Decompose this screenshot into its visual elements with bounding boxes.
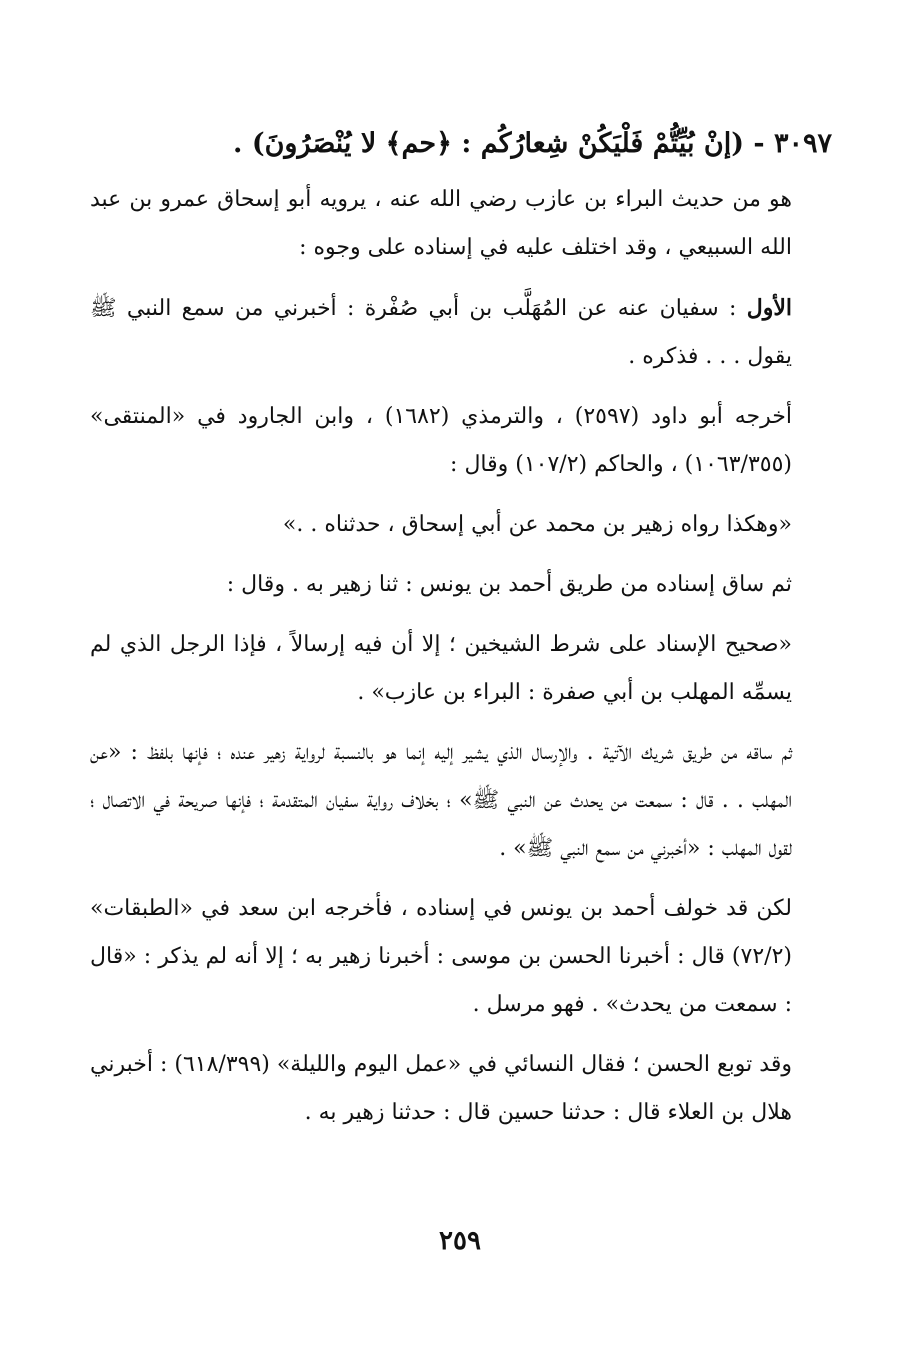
- nasai-paragraph: وقد توبع الحسن ؛ فقال النسائي في «عمل اليوم والليلة» (٦١٨/٣٩٩) : أخبرني هلال بن العلاء قال : حدثنا حسين قال : حدثنا زهير به .: [90, 1052, 792, 1125]
- takhrij-paragraph: أخرجه أبو داود (٢٥٩٧) ، والترمذي (١٦٨٢) ، وابن الجارود في «المنتقى» (١٠٦٣/٣٥٥) ، والحاكم (١٠٧/٢) وقال :: [90, 404, 792, 477]
- isnad-paragraph: ثم ساق إسناده من طريق أحمد بن يونس : ثنا زهير به . وقال :: [226, 572, 792, 597]
- hadith-heading: ٣٠٩٧ - (إنْ بُيِّتُّمْ فَلْيَكُنْ شِعارُكُم : ﴿حم﴾ لا يُنْصَرُونَ) .: [233, 128, 832, 159]
- page-body: [90, 118, 832, 1149]
- hakim-quote-1: «وهكذا رواه زهير بن محمد عن أبي إسحاق ، حدثناه . .»: [282, 512, 792, 537]
- page-number: ٢٥٩: [439, 1226, 481, 1256]
- intro-paragraph: هو من حديث البراء بن عازب رضي الله عنه ، يرويه أبو إسحاق عمرو بن عبد الله السبيعي ، وقد اختلف عليه في إسناده على وجوه :: [90, 187, 792, 260]
- first-chain-text: : سفيان عنه عن المُهَلَّب بن أبي صُفْرة : أخبرني من سمع النبي ﷺ يقول . . . فذكره .: [90, 296, 792, 369]
- first-chain-label: الأول: [746, 295, 792, 321]
- ibn-saad-paragraph: لكن قد خولف أحمد بن يونس في إسناده ، فأخرجه ابن سعد في «الطبقات» (٧٢/٢) قال : أخبرنا الحسن بن موسى : أخبرنا زهير به ؛ إلا أنه لم يذكر : «قال : سمعت من يحدث» . فهو مرسل .: [90, 896, 792, 1017]
- first-chain-paragraph: [90, 284, 832, 381]
- hakim-quote-2: «صحيح الإسناد على شرط الشيخين ؛ إلا أن فيه إرسالاً ، فإذا الرجل الذي لم يسمِّه المهلب بن أبي صفرة : البراء بن عازب» .: [90, 632, 792, 705]
- irsal-paragraph: ثم ساقه من طريق شريك الآتية . والإرسال الذي يشير إليه إنما هو بالنسبة لرواية زهير عنده ؛ فإنها بلفظ : «عن المهلب . . قال : سمعت من يحدث عن النبي ﷺ» ؛ بخلاف رواية سفيان المتقدمة ؛ فإنها صريحة في الاتصال ؛ لقول المهلب : «أخبرني من سمع النبي ﷺ» .: [90, 740, 792, 861]
